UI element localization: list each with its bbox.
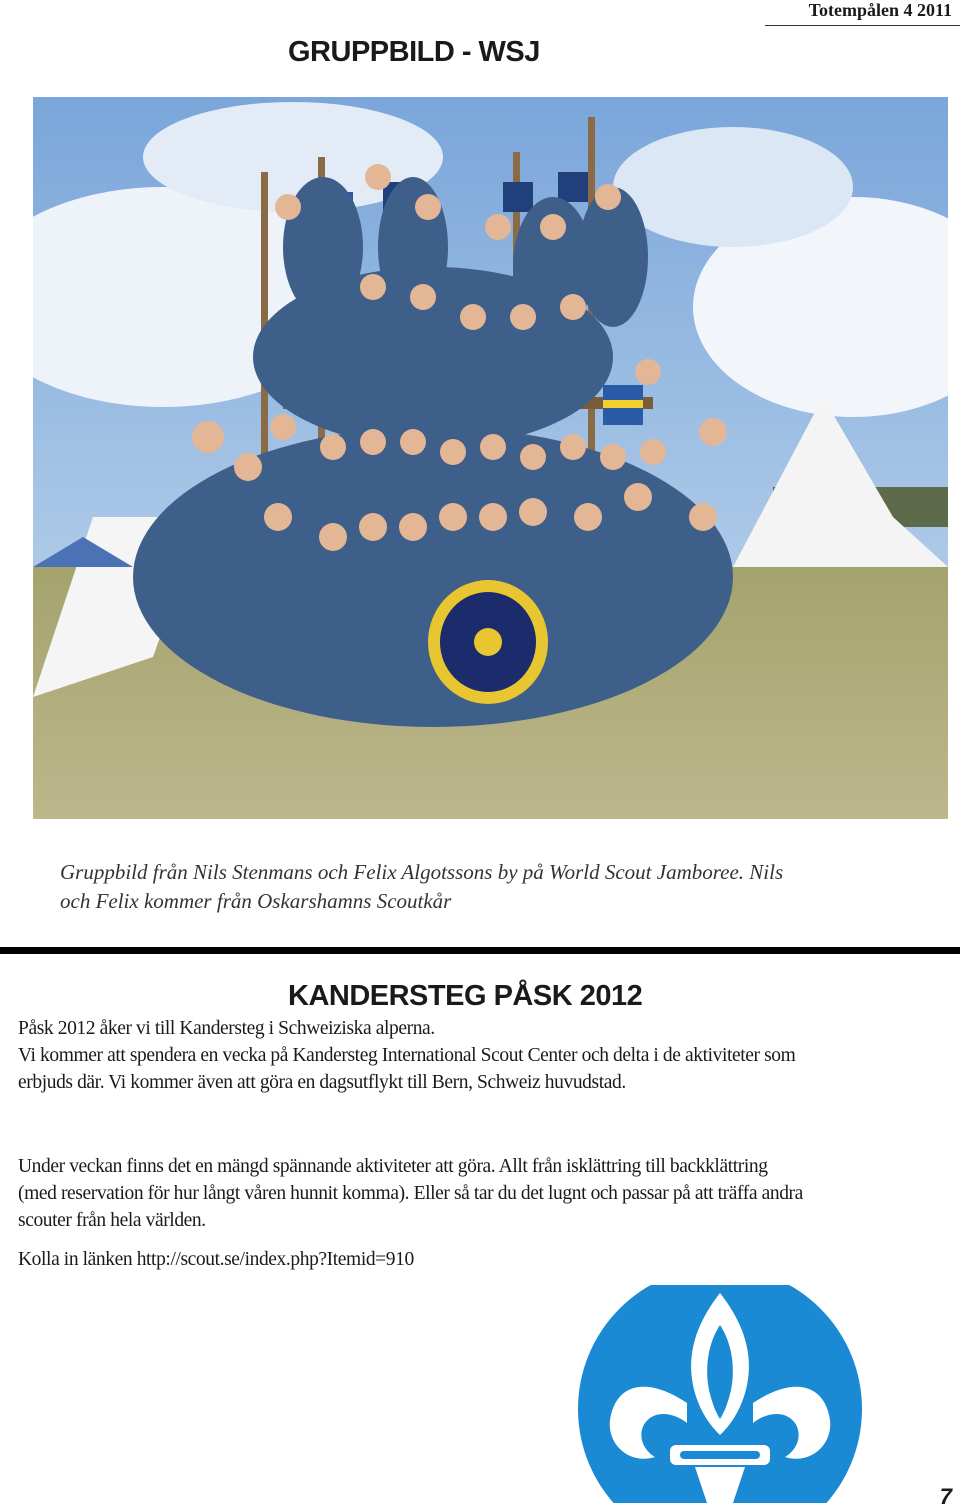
text-line: Vi kommer att spendera en vecka på Kandersteg International Scout Center och delta i de aktiviteter som	[18, 1045, 796, 1066]
text-line: scouter från hela världen.	[18, 1210, 206, 1231]
issue-label: Totempålen 4 2011	[808, 0, 952, 20]
section-divider	[0, 947, 960, 954]
caption-line: och Felix kommer från Oskarshamns Scoutkår	[60, 889, 452, 913]
text-line: (med reservation för hur långt våren hunnit komma). Eller så tar du det lugnt och passar på att träffa andra	[18, 1183, 803, 1204]
caption-line: Gruppbild från Nils Stenmans och Felix Algotssons by på World Scout Jamboree. Nils	[60, 860, 784, 884]
text-line: Påsk 2012 åker vi till Kandersteg i Schweiziska alperna.	[18, 1018, 435, 1039]
text-line: Under veckan finns det en mängd spännande aktiviteter att göra. Allt från isklättring till backklättring	[18, 1156, 768, 1177]
section-title-gruppbild: GRUPPBILD - WSJ	[288, 36, 540, 68]
section-title-kandersteg: KANDERSTEG PÅSK 2012	[288, 980, 643, 1012]
page-number: 7	[939, 1484, 952, 1509]
paragraph-activities	[18, 1153, 948, 1234]
group-photo	[33, 97, 948, 819]
text-line: erbjuds där. Vi kommer även att göra en dagsutflykt till Bern, Schweiz huvudstad.	[18, 1072, 626, 1093]
photo-caption	[60, 858, 890, 916]
scout-lily-logo	[575, 1285, 865, 1503]
header-rule	[765, 25, 960, 26]
paragraph-intro	[18, 1015, 948, 1096]
link-paragraph[interactable]: Kolla in länken http://scout.se/index.php?Itemid=910	[18, 1249, 414, 1270]
